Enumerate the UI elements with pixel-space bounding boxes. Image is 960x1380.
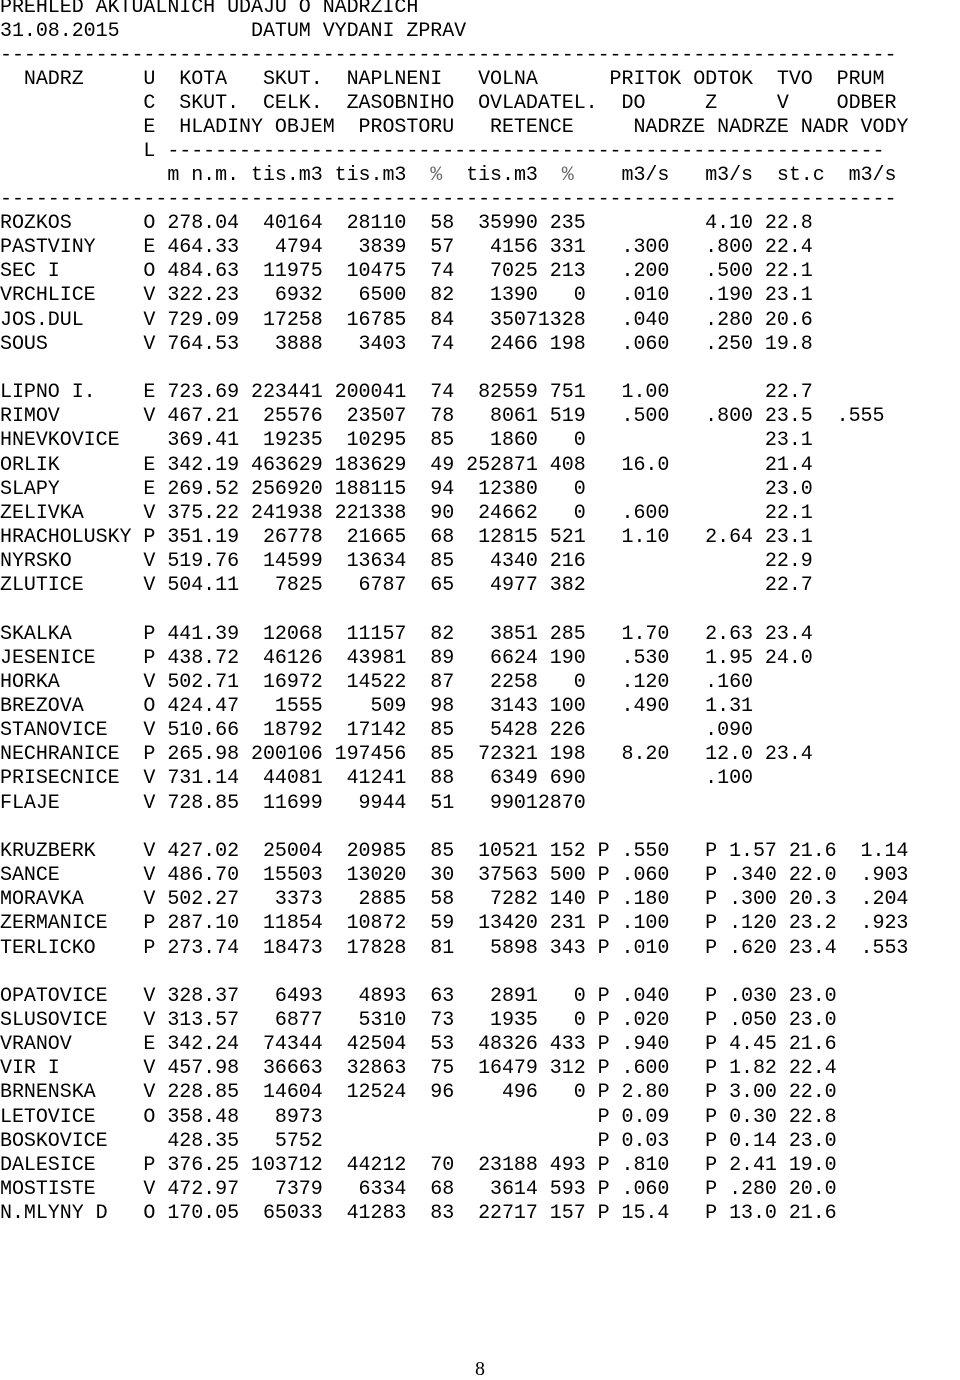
- table-row: DALESICE P 376.25 103712 44212 70 23188 493 P .810 P 2.41 19.0: [0, 1153, 837, 1177]
- header-line-4: [0, 140, 884, 164]
- table-row: HNEVKOVICE 369.41 19235 10295 85 1860 0 23.1: [0, 429, 813, 453]
- table-row: LIPNO I. E 723.69 223441 200041 74 82559 751 1.00 22.7: [0, 381, 813, 405]
- table-row: RIMOV V 467.21 25576 23507 78 8061 519 .500 .800 23.5 .555: [0, 405, 885, 429]
- unit-percent-2: %: [561, 164, 574, 187]
- rule-top: ---------------------------------------------------------------------------: [0, 44, 897, 67]
- report-date-line: 31.08.2015 DATUM VYDANI ZPRAV: [0, 20, 467, 43]
- units-part-a: m n.m. tis.m3 tis.m3: [0, 164, 431, 187]
- table-row: ZELIVKA V 375.22 241938 221338 90 24662 0 .600 22.1: [0, 501, 813, 525]
- table-row: JESENICE P 438.72 46126 43981 89 6624 190 .530 1.95 24.0: [0, 646, 813, 670]
- units-part-c: m3/s m3/s st.c m3/s: [573, 164, 897, 187]
- report-title: PREHLED AKTUALNICH UDAJU O NADRZICH: [0, 0, 419, 19]
- table-row: OPATOVICE V 328.37 6493 4893 63 2891 0 P .040 P .030 23.0: [0, 984, 837, 1008]
- table-row: SLAPY E 269.52 256920 188115 94 12380 0 23.0: [0, 477, 813, 501]
- table-row: N.MLYNY D O 170.05 65033 41283 83 22717 157 P 15.4 P 13.0 21.6: [0, 1202, 837, 1226]
- table-row: SKALKA P 441.39 12068 11157 82 3851 285 1.70 2.63 23.4: [0, 622, 813, 646]
- table-row: SANCE V 486.70 15503 13020 30 37563 500 P .060 P .340 22.0 .903: [0, 864, 909, 888]
- table-row: MOSTISTE V 472.97 7379 6334 68 3614 593 P .060 P .280 20.0: [0, 1178, 837, 1201]
- table-row: VRANOV E 342.24 74344 42504 53 48326 433 P .940 P 4.45 21.6: [0, 1033, 837, 1057]
- header-line-1: NADRZ U KOTA SKUT. NAPLNENI VOLNA PRITOK ODTOK TVO PRUM: [0, 68, 885, 91]
- table-row: FLAJE V 728.85 11699 9944 51 99012870: [0, 791, 586, 815]
- table-row: SOUS V 764.53 3888 3403 74 2466 198 .060 .250 19.8: [0, 332, 813, 356]
- table-row: SLUSOVICE V 313.57 6877 5310 73 1935 0 P .020 P .050 23.0: [0, 1008, 837, 1032]
- table-row: NYRSKO V 519.76 14599 13634 85 4340 216 22.9: [0, 550, 813, 574]
- header-units-line: [0, 164, 896, 188]
- table-row: MORAVKA V 502.27 3373 2885 58 7282 140 P .180 P .300 20.3 .204: [0, 888, 909, 912]
- table-row: PRISECNICE V 731.14 44081 41241 88 6349 690 .100: [0, 767, 753, 791]
- table-row: JOS.DUL V 729.09 17258 16785 84 35071328 .040 .280 20.6: [0, 308, 813, 332]
- units-part-b: tis.m3: [442, 164, 562, 187]
- table-row: LETOVICE O 358.48 8973 P 0.09 P 0.30 22.8: [0, 1105, 837, 1129]
- table-row: BRNENSKA V 228.85 14604 12524 96 496 0 P 2.80 P 3.00 22.0: [0, 1081, 837, 1105]
- table-row: ZERMANICE P 287.10 11854 10872 59 13420 231 P .100 P .120 23.2 .923: [0, 912, 909, 936]
- table-row: BOSKOVICE 428.35 5752 P 0.03 P 0.14 23.0: [0, 1129, 837, 1153]
- page-number: 8: [475, 1358, 485, 1380]
- table-row: KRUZBERK V 427.02 25004 20985 85 10521 152 P .550 P 1.57 21.6 1.14: [0, 839, 909, 863]
- header-line-2: C SKUT. CELK. ZASOBNIHO OVLADATEL. DO Z V ODBER: [0, 92, 897, 115]
- header-line-4-prefix: L: [0, 140, 168, 163]
- table-row: BREZOVA O 424.47 1555 509 98 3143 100 .490 1.31: [0, 695, 753, 718]
- table-row: PASTVINY E 464.33 4794 3839 57 4156 331 .300 .800 22.4: [0, 236, 813, 260]
- table-row: ROZKOS O 278.04 40164 28110 58 35990 235 4.10 22.8: [0, 212, 813, 235]
- table-row: VRCHLICE V 322.23 6932 6500 82 1390 0 .010 .190 23.1: [0, 284, 813, 308]
- header-line-3: E HLADINY OBJEM PROSTORU RETENCE NADRZE NADRZE NADR VODY: [0, 116, 909, 139]
- table-row: TERLICKO P 273.74 18473 17828 81 5898 343 P .010 P .620 23.4 .553: [0, 936, 909, 960]
- table-row: ORLIK E 342.19 463629 183629 49 252871 408 16.0 21.4: [0, 453, 813, 477]
- rule-header-bottom: ---------------------------------------------------------------------------: [0, 188, 897, 211]
- table-row: STANOVICE V 510.66 18792 17142 85 5428 226 .090: [0, 719, 753, 743]
- unit-percent-1: %: [430, 164, 443, 187]
- header-rule-short: ------------------------------------------------------------: [167, 140, 885, 163]
- table-row: SEC I O 484.63 11975 10475 74 7025 213 .200 .500 22.1: [0, 260, 813, 284]
- table-row: HRACHOLUSKY P 351.19 26778 21665 68 12815 521 1.10 2.64 23.1: [0, 525, 813, 549]
- table-row: HORKA V 502.71 16972 14522 87 2258 0 .120 .160: [0, 670, 753, 694]
- table-row: ZLUTICE V 504.11 7825 6787 65 4977 382 22.7: [0, 574, 813, 598]
- table-row: VIR I V 457.98 36663 32863 75 16479 312 P .600 P 1.82 22.4: [0, 1057, 837, 1081]
- table-row: NECHRANICE P 265.98 200106 197456 85 72321 198 8.20 12.0 23.4: [0, 743, 813, 767]
